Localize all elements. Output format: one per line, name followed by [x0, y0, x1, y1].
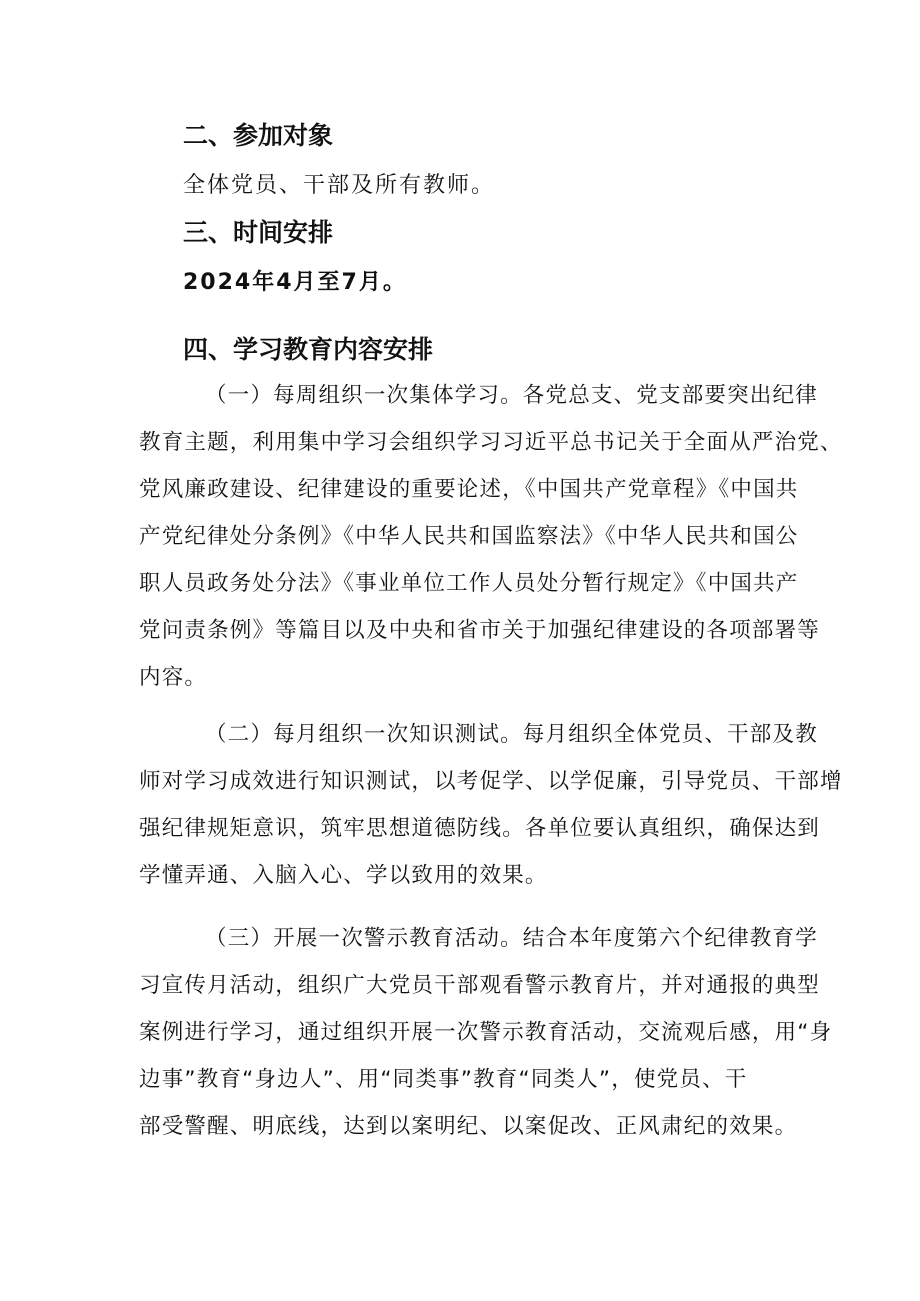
paragraph-line: 产党纪律处分条例》《中华人民共和国监察法》《中华人民共和国公: [139, 524, 799, 549]
paragraph-line: 案例进行学习，通过组织开展一次警示教育活动，交流观后感，用“身: [139, 1020, 833, 1045]
paragraph-line: 习宣传月活动，组织广大党员干部观看警示教育片，并对通报的典型: [139, 973, 821, 998]
paragraph-line: 部受警醒、明底线，达到以案明纪、以案促改、正风肃纪的效果。: [139, 1114, 798, 1139]
paragraph-weekly-study: [139, 381, 843, 710]
section-3-text: 2024年4月至7月。: [183, 270, 407, 295]
section-2-heading: 二、参加对象: [183, 121, 334, 150]
paragraph-line: （二）每月组织一次知识测试。每月组织全体党员、干部及教: [205, 722, 818, 747]
paragraph-line: （一）每周组织一次集体学习。各党总支、党支部要突出纪律: [205, 383, 818, 408]
paragraph-line: 边事”教育“身边人”、用“同类事”教育“同类人”，使党员、干: [139, 1067, 748, 1092]
paragraph-warning-education: [139, 924, 833, 1159]
paragraph-line: 党问责条例》等篇目以及中央和省市关于加强纪律建设的各项部署等: [139, 618, 821, 643]
paragraph-line: 强纪律规矩意识，筑牢思想道德防线。各单位要认真组织，确保达到: [139, 816, 821, 841]
paragraph-monthly-test: [139, 720, 843, 908]
paragraph-line: （三）开展一次警示教育活动。结合本年度第六个纪律教育学: [205, 926, 818, 951]
section-4-heading: 四、学习教育内容安排: [183, 335, 434, 364]
paragraph-line: 职人员政务处分法》《事业单位工作人员处分暂行规定》《中国共产: [139, 571, 799, 596]
paragraph-line: 教育主题，利用集中学习会组织学习习近平总书记关于全面从严治党、: [139, 430, 843, 455]
paragraph-line: 党风廉政建设、纪律建设的重要论述，《中国共产党章程》《中国共: [139, 477, 799, 502]
section-2-text: 全体党员、干部及所有教师。: [183, 173, 496, 198]
paragraph-line: 师对学习成效进行知识测试，以考促学、以学促廉，引导党员、干部增: [139, 769, 843, 794]
section-3-heading: 三、时间安排: [183, 218, 334, 247]
paragraph-line: 内容。: [139, 665, 208, 690]
paragraph-line: 学懂弄通、入脑入心、学以致用的效果。: [139, 863, 548, 888]
